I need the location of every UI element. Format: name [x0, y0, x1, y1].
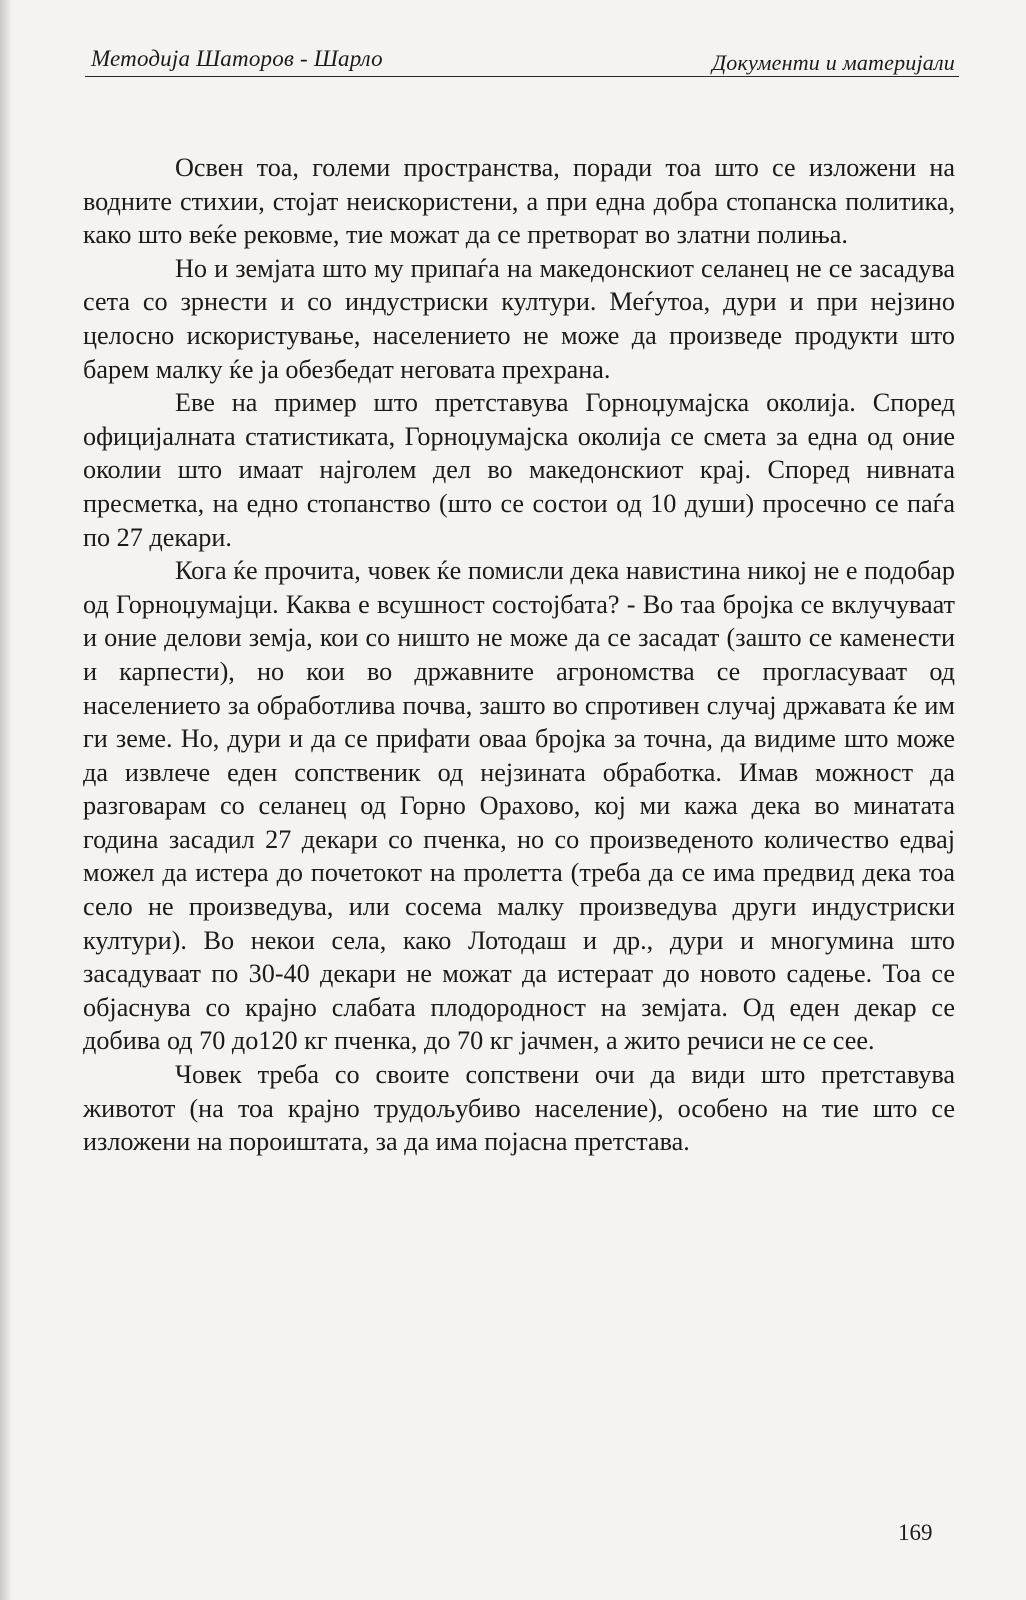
header-author: Методија Шаторов - Шарло [91, 46, 383, 71]
body-text [83, 151, 955, 1159]
page-number: 169 [898, 1520, 933, 1545]
running-header [85, 40, 959, 77]
paragraph: Еве на пример што претставува Горноџумајска околија. Според официјалната статистиката, Горноџумајска околија се смета за една од оние околии што имаат најголем дел во македонскиот крај. Според нивната пресметка, на едно стопанство (што се состои од 10 души) просечно се паѓа по 27 декари. [83, 388, 955, 552]
paragraph: Освен тоа, големи пространства, поради тоа што се изложени на водните стихии, стојат неискористени, а при една добра стопанска политика, како што веќе рековме, тие можат да се претворат во златни полиња. [83, 153, 955, 250]
page-edge-shadow [0, 0, 12, 1600]
paragraph: Кога ќе прочита, човек ќе помисли дека навистина никој не е подобар од Горноџумајци. Каква е всушност состојбата? - Во таа бројка се вклучуваат и оние делови земја, кои со ништо не може да се засадат (зашто се каменести и карпести), но кои во државните агрономства се прогласуваат од населението за обработлива почва, зашто во спротивен случај државата ќе им ги земе. Но, дури и да се прифати оваа бројка за точна, да видиме што може да извлече еден сопственик од нејзината обработка. Имав можност да разговарам со селанец од Горно Орахово, кој ми кажа дека во минатата година засадил 27 декари со пченка, но со произведеното количество едвај можел да истера до почетокот на пролетта (треба да се има предвид дека тоа село не произведува, или сосема малку произведува други индустриски култури). Во некои села, како Лотодаш и др., дури и многумина што засадуваат по 30-40 декари не можат да истераат до новото садење. Тоа се објаснува со крајно слабата плодородност на земјата. Од еден декар се добива од 70 до120 кг пченка, до 70 кг јачмен, а жито речиси не се сее. [83, 556, 955, 1056]
paragraph: Човек треба со своите сопствени очи да види што претставува животот (на тоа крајно трудољубиво население), особено на тие што се изложени на пороиштата, за да има појасна претстава. [83, 1060, 955, 1157]
paragraph: Но и земјата што му припаѓа на македонскиот селанец не се засадува сета со зрнести и со индустриски култури. Меѓутоа, дури и при нејзино целосно искористување, населението не може да произведе продукти што барем малку ќе ја обезбедат неговата прехрана. [83, 253, 955, 384]
header-section-title: Документи и материјали [712, 50, 955, 75]
